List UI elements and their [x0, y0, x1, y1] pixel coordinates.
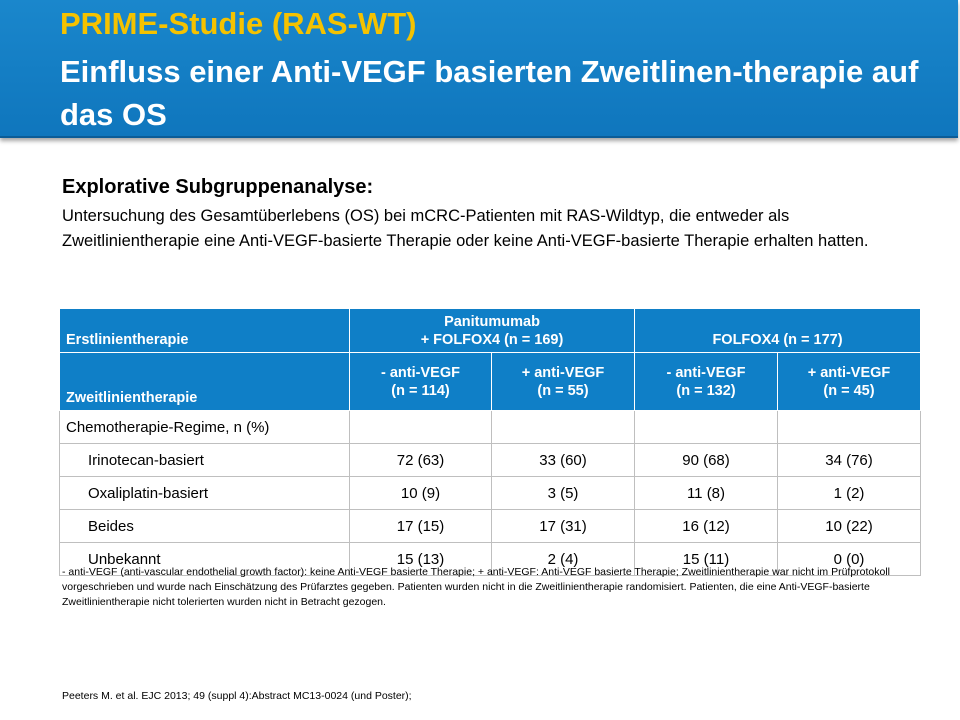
group-header-line: + FOLFOX4 (n = 169): [420, 331, 564, 348]
column-header-line: + anti-VEGF: [521, 364, 605, 381]
column-header: [778, 353, 921, 411]
table-cell: 1 (2): [778, 477, 921, 510]
column-header-line: - anti-VEGF: [666, 364, 746, 381]
table-cell: 72 (63): [350, 444, 492, 477]
table-cell: 33 (60): [492, 444, 635, 477]
table-cell: 15 (13): [350, 543, 492, 576]
table-cell: 17 (31): [492, 510, 635, 543]
column-header: [350, 353, 492, 411]
table-section-row: [60, 411, 921, 444]
table-header-row-1: [60, 309, 921, 353]
section-heading: Explorative Subgruppenanalyse:: [62, 176, 374, 198]
slide-subtitle: Einfluss einer Anti-VEGF basierten Zweitlinen-therapie auf das OS: [60, 54, 919, 132]
column-header: [492, 353, 635, 411]
column-header-line: (n = 114): [391, 382, 450, 399]
footnote: - anti-VEGF (anti-vascular endothelial growth factor): keine Anti-VEGF basierte Therapie; + anti-VEGF: Anti-VEGF basierte Therapie; Zweitlinientherapie war nicht im Prüfprotokoll vorgeschrieben und wurde nach Einschätzung des Prüfarztes gegeben. Patienten wurden nicht in die Zweitlinientherapie randomisiert. Patienten, die eine Anti-VEGF-basierte Zweitlinientherapie nicht tolerierten wurden nicht in Betracht gezogen.: [62, 566, 891, 608]
table-cell: [635, 411, 778, 444]
row-label: Unbekannt: [60, 543, 350, 576]
column-header: [635, 353, 778, 411]
slide-title: PRIME-Studie (RAS-WT): [60, 6, 417, 41]
second-line-therapy-label: Zweitlinientherapie: [60, 353, 350, 411]
table-cell: 0 (0): [778, 543, 921, 576]
group-header-line: Panitumumab: [444, 313, 540, 330]
section-label: Chemotherapie-Regime, n (%): [60, 411, 350, 444]
first-line-therapy-label: Erstlinientherapie: [60, 309, 350, 353]
table-cell: 17 (15): [350, 510, 492, 543]
table-row: [60, 477, 921, 510]
table-cell: 15 (11): [635, 543, 778, 576]
column-header-line: (n = 55): [537, 382, 589, 399]
table-cell: 90 (68): [635, 444, 778, 477]
row-label: Irinotecan-basiert: [60, 444, 350, 477]
table-cell: 2 (4): [492, 543, 635, 576]
column-header-line: (n = 45): [823, 382, 875, 399]
subgroup-table: [59, 308, 921, 576]
table-cell: 11 (8): [635, 477, 778, 510]
table-cell: 10 (9): [350, 477, 492, 510]
table-cell: 34 (76): [778, 444, 921, 477]
row-label: Beides: [60, 510, 350, 543]
column-header-line: (n = 132): [676, 382, 736, 399]
panitumumab-group-header: [350, 309, 635, 353]
folfox-group-header: FOLFOX4 (n = 177): [635, 309, 921, 353]
table-cell: [778, 411, 921, 444]
table-cell: [350, 411, 492, 444]
table-cell: 16 (12): [635, 510, 778, 543]
table-cell: 3 (5): [492, 477, 635, 510]
column-header-line: - anti-VEGF: [381, 364, 460, 381]
reference: Peeters M. et al. EJC 2013; 49 (suppl 4):Abstract MC13-0024 (und Poster);: [62, 690, 412, 702]
table-cell: 10 (22): [778, 510, 921, 543]
intro-text: Untersuchung des Gesamtüberlebens (OS) bei mCRC-Patienten mit RAS-Wildtyp, die entweder als Zweitlinientherapie eine Anti-VEGF-basierte Therapie oder keine Anti-VEGF-basierte Therapie erhalten hatten.: [62, 207, 869, 250]
title-bar: [0, 0, 958, 138]
table-header-row-2: [60, 353, 921, 411]
table-row: [60, 510, 921, 543]
row-label: Oxaliplatin-basiert: [60, 477, 350, 510]
table-cell: [492, 411, 635, 444]
column-header-line: + anti-VEGF: [807, 364, 891, 381]
table-row: [60, 444, 921, 477]
